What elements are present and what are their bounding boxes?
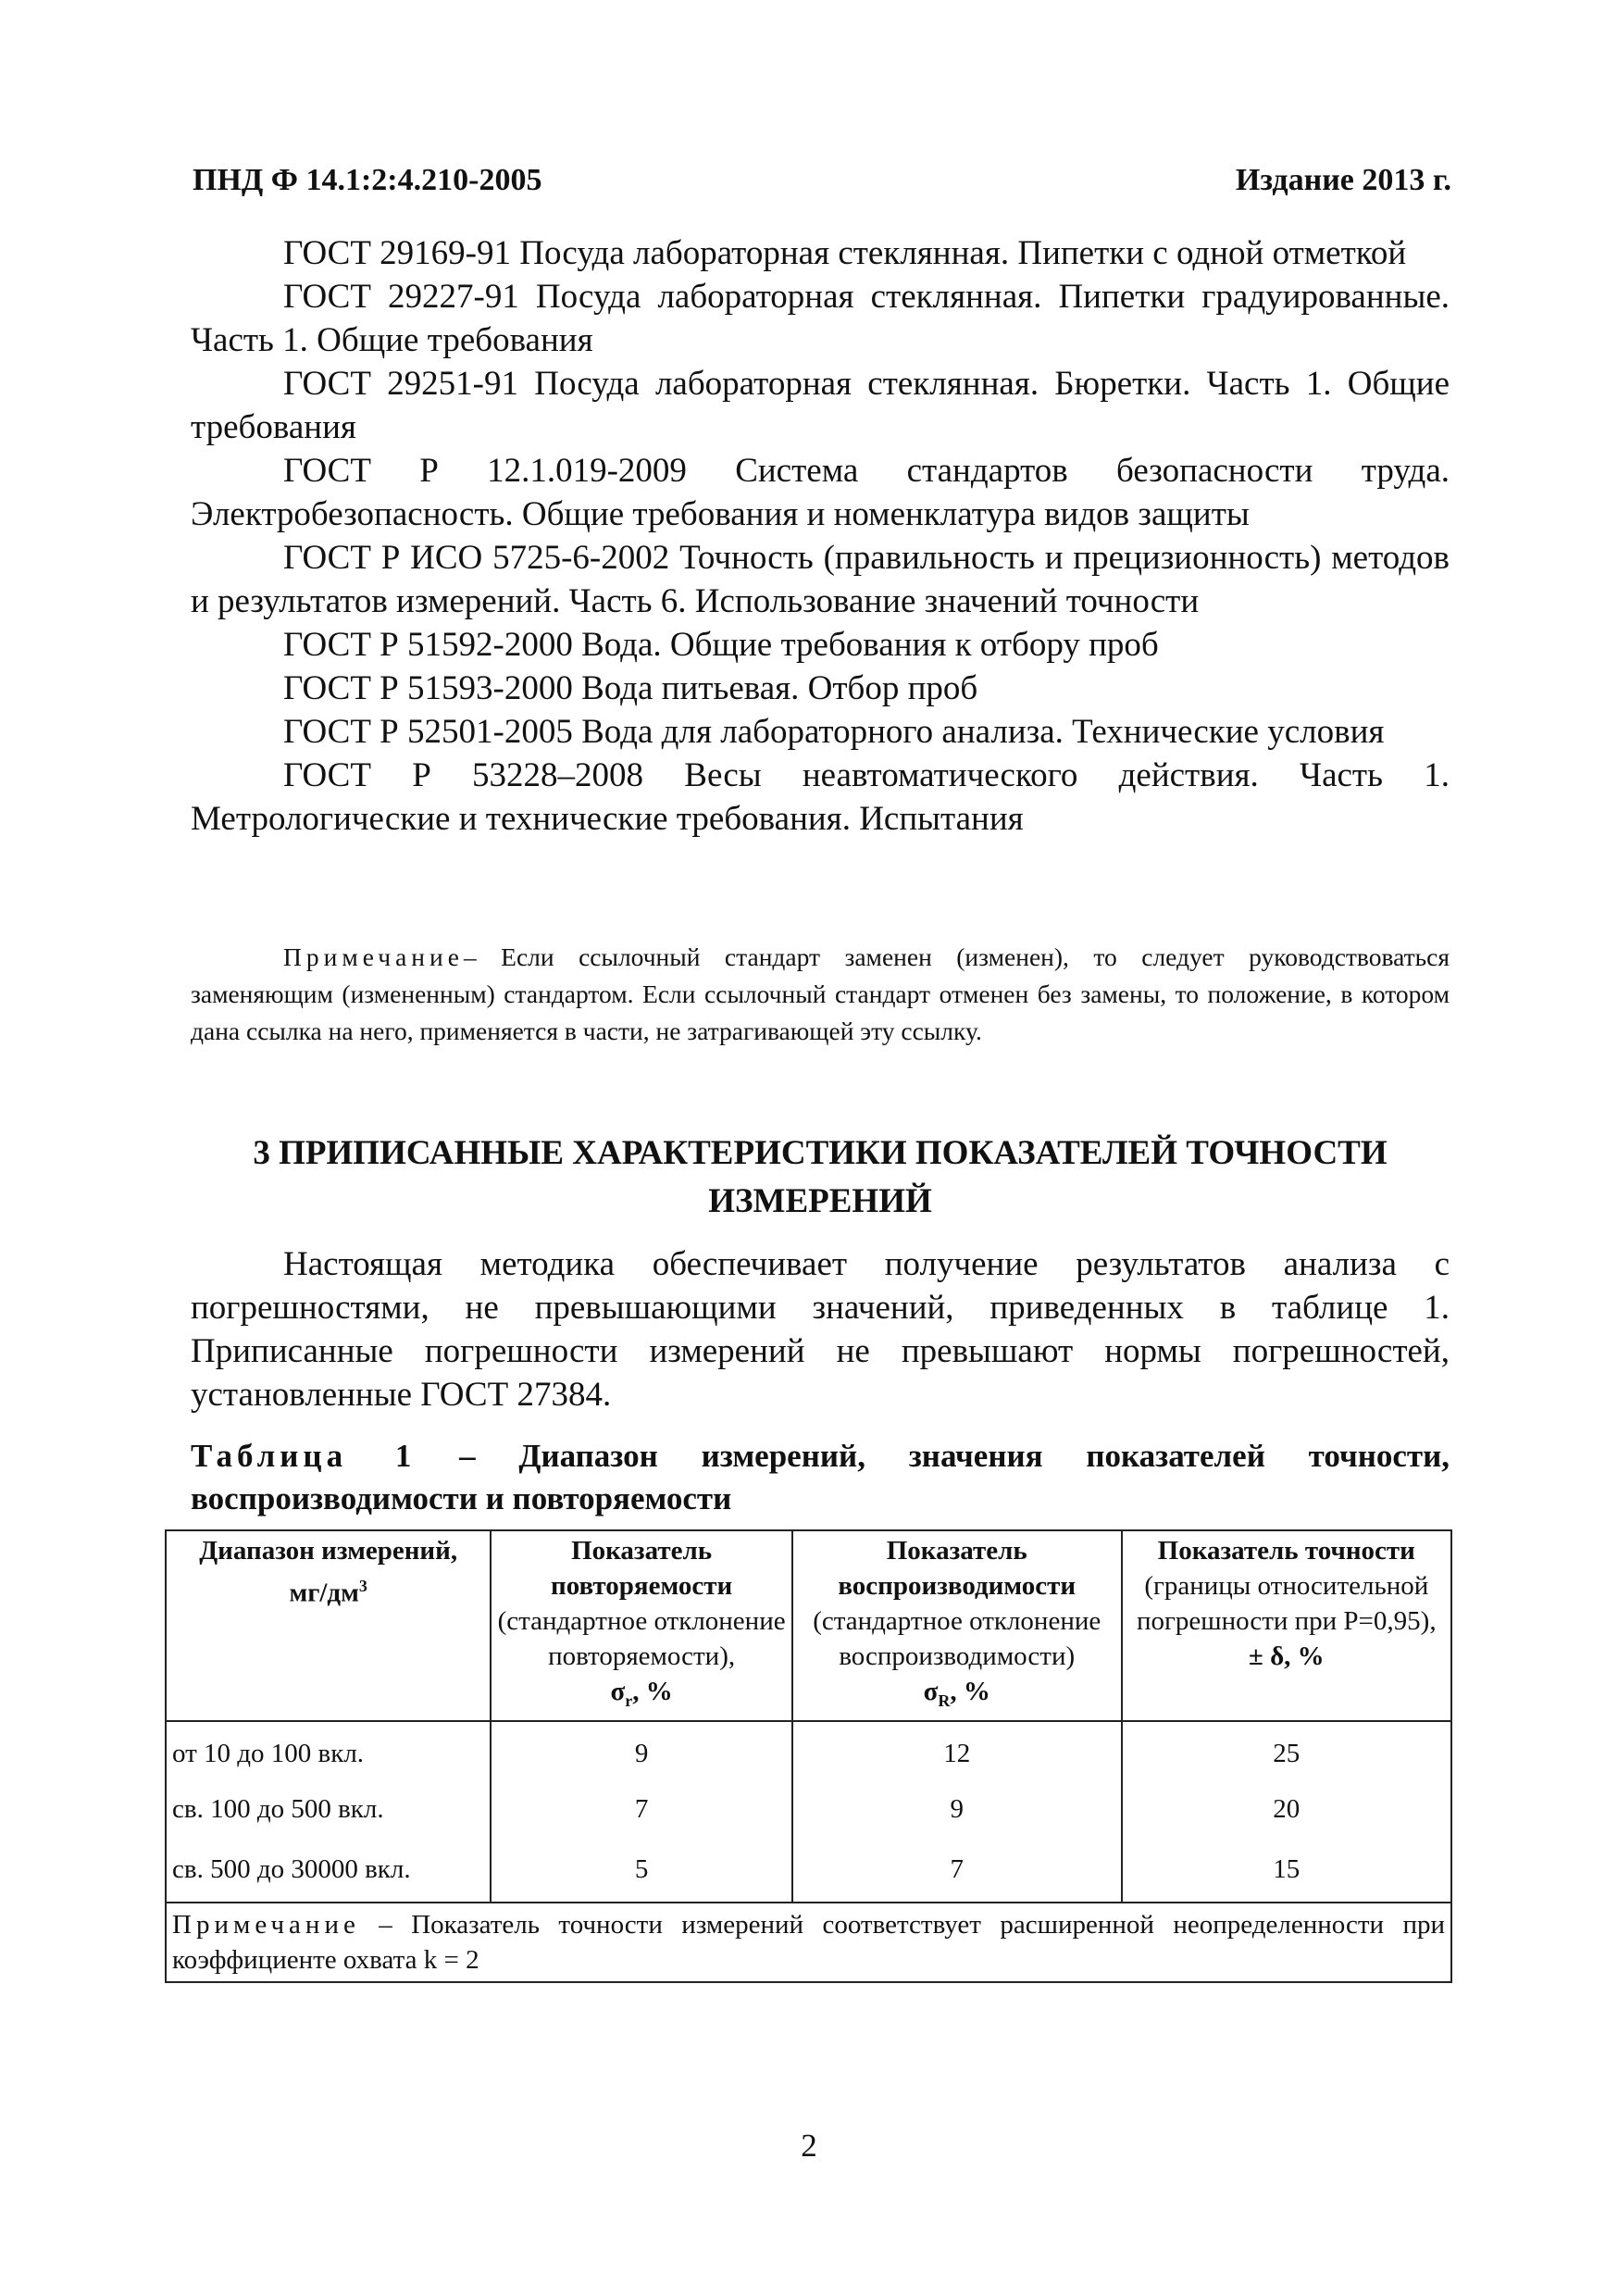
- header-reproducibility-title: Показатель воспроизводимости: [838, 1536, 1077, 1601]
- header-repeatability-unit: , %: [632, 1677, 673, 1706]
- header-reproducibility-symbol: σ: [923, 1677, 939, 1706]
- header-accuracy-desc: (границы относительной погрешности при P=0,95),: [1136, 1571, 1437, 1636]
- header-reproducibility-subscript: R: [938, 1691, 951, 1710]
- table-caption: [191, 1435, 1450, 1520]
- header-repeatability-title: Показатель повторяемости: [551, 1536, 733, 1601]
- section-paragraph: Настоящая методика обеспечивает получение результатов анализа с погрешностями, не превышающими значений, приведенных в таблице 1. Приписанные погрешности измерений не превышают нормы погрешностей, установленные ГОСТ 27384.: [191, 1245, 1450, 1414]
- cell-reproducibility: 9: [792, 1781, 1122, 1837]
- header-repeatability-symbol: σ: [610, 1677, 626, 1706]
- header-repeatability-desc: (стандартное отклонение повторяемости),: [497, 1606, 786, 1671]
- header-accuracy-title: Показатель точности: [1157, 1536, 1415, 1566]
- note-text: – Если ссылочный стандарт заменен (изменен), то следует руководствоваться заменяющим (измененным) стандартом. Если ссылочный стандарт отменен без замены, то положение, в котором дана ссылка на него, применяется в части, не затрагивающей эту ссылку.: [191, 942, 1450, 1045]
- cell-repeatability: 9: [491, 1721, 792, 1781]
- reference-item: ГОСТ 29227-91 Посуда лабораторная стеклянная. Пипетки градуированные. Часть 1. Общие требования: [191, 278, 1450, 359]
- header-accuracy: [1122, 1530, 1451, 1721]
- table-row: [166, 1837, 1451, 1903]
- table-caption-label: Таблица 1: [191, 1438, 417, 1474]
- normative-references: [191, 231, 1450, 841]
- cell-range: св. 500 до 30000 вкл.: [166, 1837, 491, 1903]
- cell-range: от 10 до 100 вкл.: [166, 1721, 491, 1781]
- table-note-text: – Показатель точности измерений соответствует расширенной неопределенности при коэффициенте охвата k = 2: [172, 1909, 1445, 1975]
- table-caption-text: – Диапазон измерений, значения показателей точности, воспроизводимости и повторяемости: [191, 1438, 1450, 1516]
- table-header-row: [166, 1530, 1451, 1721]
- table-row: [166, 1781, 1451, 1837]
- reference-item: ГОСТ 29251-91 Посуда лабораторная стеклянная. Бюретки. Часть 1. Общие требования: [191, 365, 1450, 446]
- reference-item: ГОСТ Р 52501-2005 Вода для лабораторного анализа. Технические условия: [283, 713, 1385, 751]
- reference-item: ГОСТ Р ИСО 5725-6-2002 Точность (правильность и прецизионность) методов и результатов измерений. Часть 6. Использование значений точности: [191, 539, 1450, 620]
- reference-item: ГОСТ Р 53228–2008 Весы неавтоматического действия. Часть 1. Метрологические и технические требования. Испытания: [191, 756, 1450, 838]
- table-row: [166, 1721, 1451, 1781]
- cell-reproducibility: 12: [792, 1721, 1122, 1781]
- header-range-unit-sup: 3: [358, 1577, 367, 1595]
- reference-item: ГОСТ Р 51592-2000 Вода. Общие требования к отбору проб: [283, 626, 1159, 664]
- document-code: ПНД Ф 14.1:2:4.210-2005: [193, 163, 542, 197]
- header-reproducibility: [792, 1530, 1122, 1721]
- reference-item: ГОСТ 29169-91 Посуда лабораторная стеклянная. Пипетки с одной отметкой: [283, 234, 1407, 272]
- header-repeatability-subscript: r: [625, 1691, 633, 1710]
- reference-item: ГОСТ Р 51593-2000 Вода питьевая. Отбор проб: [283, 669, 978, 707]
- edition-label: Издание 2013 г.: [1235, 163, 1451, 197]
- accuracy-table: [165, 1529, 1452, 1983]
- cell-accuracy: 25: [1122, 1721, 1451, 1781]
- header-range: [166, 1530, 491, 1721]
- header-reproducibility-desc: (стандартное отклонение воспроизводимости): [813, 1606, 1101, 1671]
- cell-repeatability: 7: [491, 1781, 792, 1837]
- table-note-row: [166, 1903, 1451, 1982]
- header-range-unit: мг/дм: [289, 1578, 359, 1608]
- page-number: 2: [801, 2128, 817, 2164]
- table-note-label: Примечание: [172, 1909, 360, 1940]
- note-label: Примечание: [283, 942, 464, 971]
- section-heading: 3 ПРИПИСАННЫЕ ХАРАКТЕРИСТИКИ ПОКАЗАТЕЛЕЙ ТОЧНОСТИ ИЗМЕРЕНИЙ: [253, 1134, 1388, 1220]
- cell-reproducibility: 7: [792, 1837, 1122, 1903]
- header-range-title: Диапазон измерений,: [199, 1536, 458, 1566]
- header-accuracy-symbol: ± δ, %: [1248, 1641, 1325, 1671]
- cell-range: св. 100 до 500 вкл.: [166, 1781, 491, 1837]
- table-note: [166, 1903, 1451, 1982]
- cell-accuracy: 15: [1122, 1837, 1451, 1903]
- references-note: [191, 939, 1450, 1050]
- cell-repeatability: 5: [491, 1837, 792, 1903]
- header-repeatability: [491, 1530, 792, 1721]
- header-reproducibility-unit: , %: [950, 1677, 990, 1706]
- reference-item: ГОСТ Р 12.1.019-2009 Система стандартов безопасности труда. Электробезопасность. Общие требования и номенклатура видов защиты: [191, 452, 1450, 533]
- cell-accuracy: 20: [1122, 1781, 1451, 1837]
